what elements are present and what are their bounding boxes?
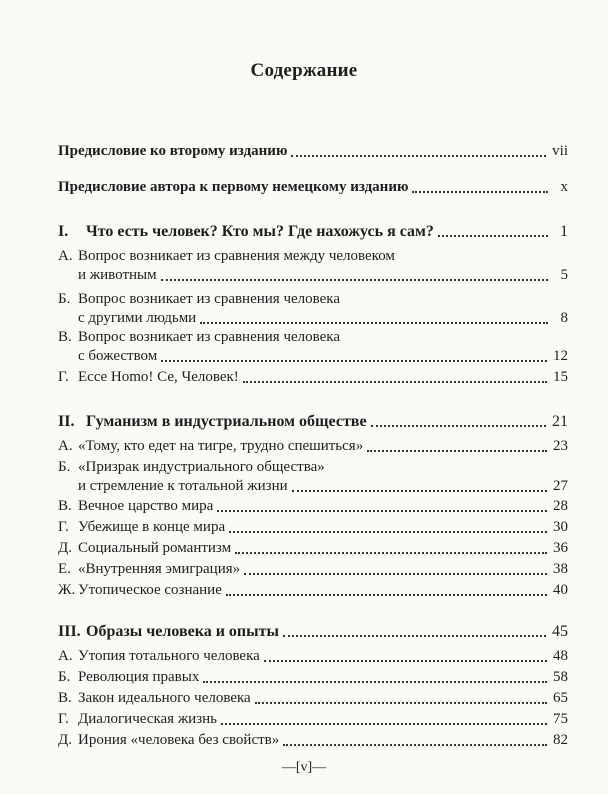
dot-leader [229, 530, 547, 533]
item-page: 65 [553, 690, 568, 706]
dot-leader [217, 509, 547, 512]
item-text: Убежище в конце мира [78, 519, 226, 535]
dot-leader [292, 489, 547, 492]
item-marker: В. [58, 498, 72, 514]
toc-item-1g[interactable] [58, 368, 568, 387]
chapter-marker: III. [58, 623, 81, 640]
dot-leader [235, 551, 547, 554]
page-number-footer: —[v]— [281, 760, 327, 775]
item-page: 75 [553, 711, 568, 727]
item-text-line1: Вопрос возникает из сравнения человека [78, 291, 341, 307]
dot-leader [226, 593, 547, 596]
item-text-line1: Вопрос возникает из сравнения между человеком [78, 248, 395, 264]
chapter-title: Гуманизм в индустриальном обществе [86, 413, 367, 430]
item-page: 30 [553, 519, 568, 535]
item-marker: Е. [58, 561, 71, 577]
page-title: Содержание [250, 60, 358, 81]
chapter-title: Образы человека и опыты [86, 623, 279, 640]
dot-leader [438, 234, 548, 237]
toc-item-2g[interactable] [58, 518, 568, 537]
dot-leader [255, 701, 547, 704]
entry-text: Предисловие ко второму изданию [58, 143, 288, 159]
toc-chapter-3[interactable] [58, 622, 568, 641]
dot-leader [161, 359, 547, 362]
item-marker: Б. [58, 669, 71, 685]
item-text-line2: и животным [78, 267, 157, 283]
item-marker: Ж. [58, 582, 76, 598]
item-text-line2: с божеством [78, 348, 158, 364]
dot-leader [264, 659, 547, 662]
item-text: Ирония «человека без свойств» [78, 732, 280, 748]
item-marker: Б. [58, 291, 71, 307]
item-page: 27 [553, 478, 568, 494]
item-marker: Г. [58, 369, 69, 385]
item-page: 12 [553, 348, 568, 364]
item-text: Утопическое сознание [78, 582, 222, 598]
dot-leader [161, 278, 548, 281]
chapter-marker: II. [58, 413, 75, 430]
toc-item-2e[interactable] [58, 560, 568, 579]
item-page: 28 [553, 498, 568, 514]
item-text-line1: Вопрос возникает из сравнения человека [78, 329, 341, 345]
item-text: Социальный романтизм [78, 540, 232, 556]
toc-chapter-1[interactable] [58, 222, 568, 241]
dot-leader [244, 572, 547, 575]
entry-page: x [560, 179, 568, 195]
toc-item-2b[interactable] [58, 477, 568, 496]
item-marker: В. [58, 329, 72, 345]
item-marker: Г. [58, 519, 69, 535]
item-text: Ecce Homo! Се, Человек! [78, 369, 239, 385]
toc-item-3b[interactable] [58, 668, 568, 687]
toc-item-3d[interactable] [58, 731, 568, 750]
item-text: Революция правых [78, 669, 200, 685]
item-page: 23 [553, 438, 568, 454]
dot-leader [221, 722, 547, 725]
toc-item-3a[interactable] [58, 647, 568, 666]
chapter-page: 45 [552, 623, 568, 640]
toc-item-2v[interactable] [58, 497, 568, 516]
chapter-page: 1 [560, 223, 568, 240]
toc-item-2zh[interactable] [58, 581, 568, 600]
chapter-title: Что есть человек? Кто мы? Где нахожусь я сам? [86, 223, 434, 240]
item-marker: В. [58, 690, 72, 706]
item-marker: Г. [58, 711, 69, 727]
toc-item-1v-line1 [58, 328, 568, 347]
toc-item-2b-line1 [58, 458, 568, 477]
item-text: Закон идеального человека [78, 690, 251, 706]
toc-item-2a[interactable] [58, 437, 568, 456]
item-page: 5 [560, 267, 568, 283]
toc-item-1a[interactable] [58, 266, 568, 285]
item-text-line2: и стремление к тотальной жизни [78, 478, 288, 494]
toc-chapter-2[interactable] [58, 412, 568, 431]
item-marker: А. [58, 248, 73, 264]
item-text: Диалогическая жизнь [78, 711, 217, 727]
dot-leader [243, 380, 547, 383]
item-page: 38 [553, 561, 568, 577]
dot-leader [283, 634, 546, 637]
toc-item-2d[interactable] [58, 539, 568, 558]
toc-entry-preface-second[interactable] [58, 142, 568, 161]
dot-leader [203, 680, 547, 683]
chapter-page: 21 [552, 413, 568, 430]
toc-item-3g[interactable] [58, 710, 568, 729]
entry-page: vii [552, 143, 568, 159]
dot-leader [200, 321, 548, 324]
toc-item-1b-line1 [58, 290, 568, 309]
item-page: 8 [560, 310, 568, 326]
item-marker: А. [58, 648, 73, 664]
item-text-line1: «Призрак индустриального общества» [78, 459, 325, 475]
dot-leader [371, 424, 546, 427]
item-marker: Б. [58, 459, 71, 475]
dot-leader [367, 449, 547, 452]
item-text: Вечное царство мира [78, 498, 214, 514]
chapter-marker: I. [58, 223, 69, 240]
dot-leader [412, 190, 548, 193]
toc-item-1v[interactable] [58, 347, 568, 366]
item-text: «Внутренняя эмиграция» [78, 561, 241, 577]
item-text: «Тому, кто едет на тигре, трудно спешиться» [78, 438, 364, 454]
dot-leader [291, 154, 546, 157]
toc-item-1b[interactable] [58, 309, 568, 328]
item-marker: Д. [58, 540, 72, 556]
toc-entry-preface-first[interactable] [58, 178, 568, 197]
item-page: 82 [553, 732, 568, 748]
item-marker: Д. [58, 732, 72, 748]
toc-item-3v[interactable] [58, 689, 568, 708]
entry-text: Предисловие автора к первому немецкому изданию [58, 179, 409, 195]
toc-item-1a-line1 [58, 247, 568, 266]
item-page: 15 [553, 369, 568, 385]
item-page: 36 [553, 540, 568, 556]
item-marker: А. [58, 438, 73, 454]
item-page: 40 [553, 582, 568, 598]
dot-leader [283, 743, 547, 746]
item-page: 58 [553, 669, 568, 685]
item-page: 48 [553, 648, 568, 664]
item-text: Утопия тотального человека [78, 648, 260, 664]
item-text-line2: с другими людьми [78, 310, 197, 326]
